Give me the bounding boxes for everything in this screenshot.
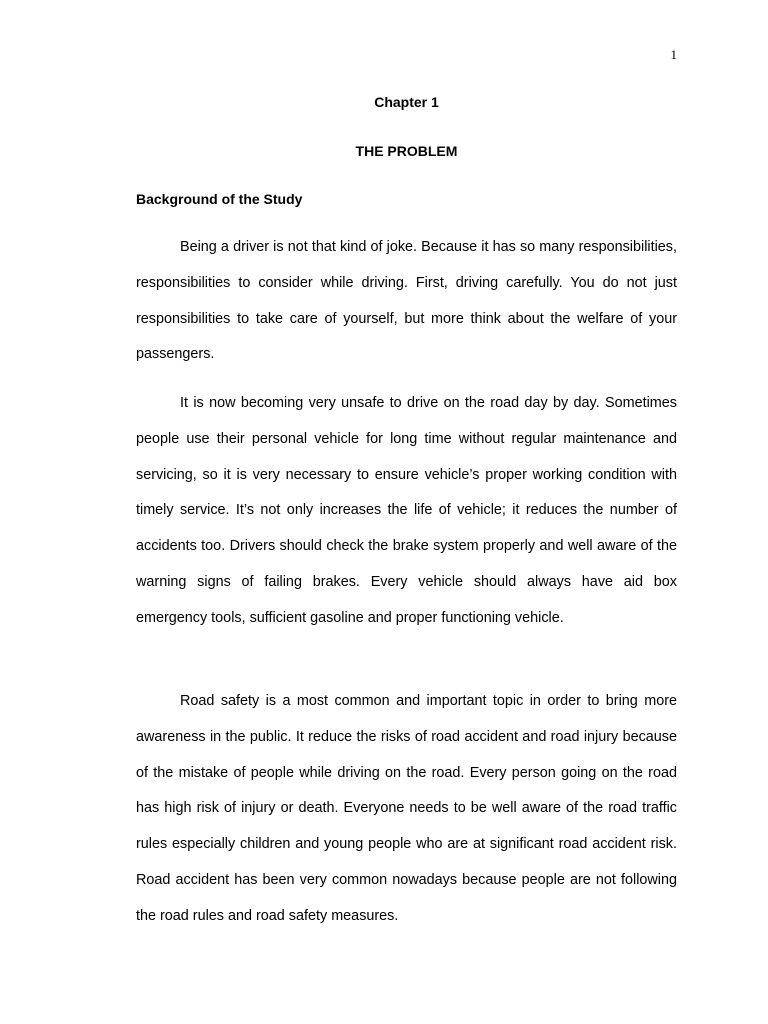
- paragraph: It is now becoming very unsafe to drive on the road day by day. Sometimes people use their personal vehicle for long time without regular maintenance and servicing, so it is very necessary to ensure vehicle’s proper working condition with timely service. It’s not only increases the life of vehicle; it reduces the number of accidents too. Drivers should check the brake system properly and well aware of the warning signs of failing brakes. Every vehicle should always have aid box emergency tools, sufficient gasoline and proper functioning vehicle.: [136, 395, 677, 626]
- chapter-title: THE PROBLEM: [355, 143, 458, 159]
- page-number: 1: [670, 47, 677, 62]
- section-heading: Background of the Study: [136, 191, 303, 207]
- chapter-heading: Chapter 1: [374, 94, 439, 110]
- paragraph: Being a driver is not that kind of joke. Because it has so many responsibilities, responsibilities to consider while driving. First, driving carefully. You do not just responsibilities to take care of yourself, but more think about the welfare of your passengers.: [136, 239, 677, 363]
- paragraph: Road safety is a most common and important topic in order to bring more awareness in the public. It reduce the risks of road accident and road injury because of the mistake of people while driving on the road. Every person going on the road has high risk of injury or death. Everyone needs to be well aware of the road traffic rules especially children and young people who are at significant road accident risk. Road accident has been very common nowadays because people are not following the road rules and road safety measures.: [136, 693, 677, 924]
